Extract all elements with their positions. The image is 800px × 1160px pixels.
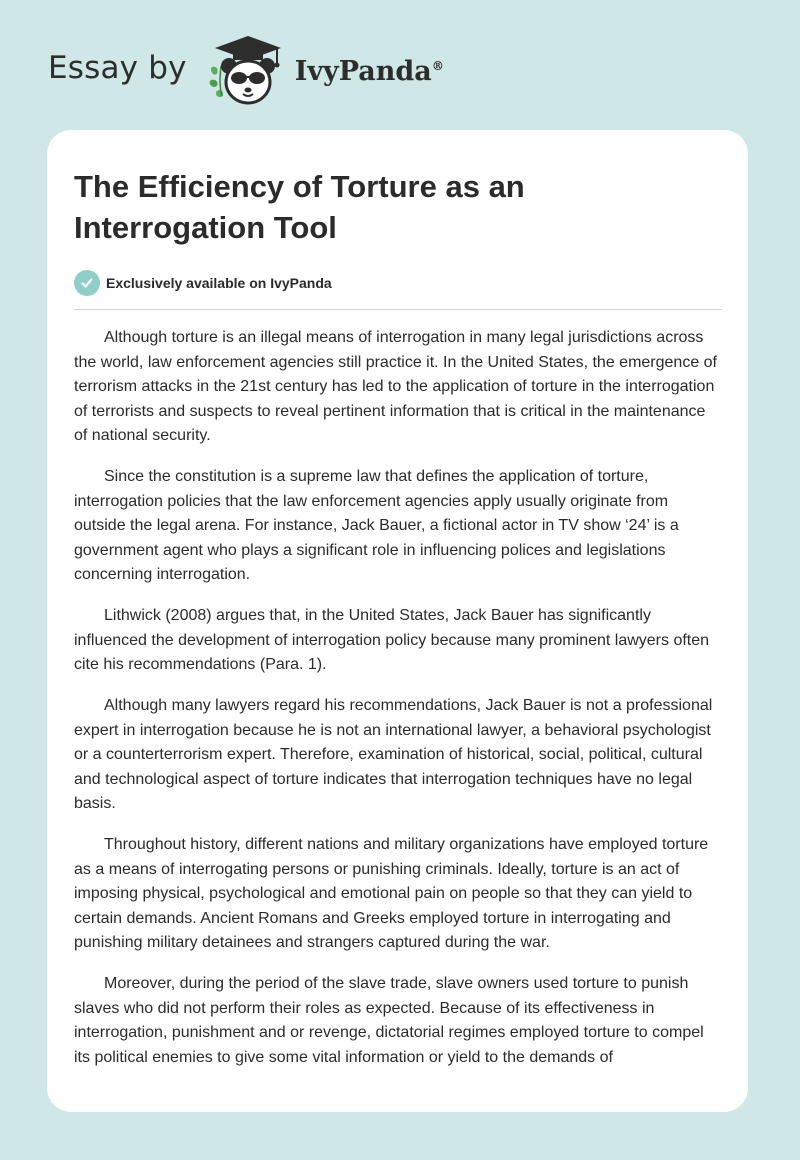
essay-paragraph: Although many lawyers regard his recommendations, Jack Bauer is not a professional expert in interrogation because he is not an international lawyer, a behavioral psychologist or a counterterrorism expert. Therefore, examination of historical, social, political, cultural and technological aspect of torture indicates that interrogation techniques have no legal basis. — [74, 697, 713, 812]
essay-paragraph: Since the constitution is a supreme law that defines the application of torture, interrogation policies that the law enforcement agencies apply usually originate from outside the legal arena. For instance, Jack Bauer, a fictional actor in TV show ‘24’ is a government agent who plays a significant role in influencing polices and legislations concerning interrogation. — [74, 468, 679, 583]
essay-card — [47, 130, 748, 1112]
essay-paragraph: Throughout history, different nations and military organizations have employed torture as a means of interrogating persons or punishing criminals. Ideally, torture is an act of imposing physical, psychological and emotional pain on people so that they can yield to certain demands. Ancient Romans and Greeks employed torture in interrogating and punishing military detainees and strangers captured during the war. — [74, 836, 709, 951]
site-header — [48, 30, 444, 110]
exclusive-badge — [74, 270, 722, 296]
essay-body — [74, 326, 722, 1070]
essay-paragraph: Although torture is an illegal means of interrogation in many legal jurisdictions across the world, law enforcement agencies still practice it. In the United States, the emergence of terrorism attacks in the 21st century has led to the application of torture in the interrogation of terrorists and suspects to reveal pertinent information that is critical in the maintenance of national security. — [74, 329, 717, 444]
brand-prefix: Essay by — [48, 50, 187, 86]
brand-name-text: IvyPanda — [294, 55, 432, 87]
divider — [74, 309, 722, 310]
trademark-symbol: ® — [431, 58, 444, 73]
ivy-leaf-icon — [209, 66, 223, 97]
panda-logo-icon[interactable] — [203, 30, 293, 110]
check-circle-icon — [74, 270, 100, 296]
essay-paragraph: Moreover, during the period of the slave trade, slave owners used torture to punish slaves who did not perform their roles as expected. Because of its effectiveness in interrogation, punishment and or revenge, dictatorial regimes employed torture to compel its political enemies to give some vital information or yield to the demands of — [74, 975, 704, 1066]
essay-title: The Efficiency of Torture as an Interrogation Tool — [74, 169, 525, 245]
essay-paragraph: Lithwick (2008) argues that, in the United States, Jack Bauer has significantly influenced the development of interrogation policy because many prominent lawyers often cite his recommendations (Para. 1). — [74, 607, 710, 673]
brand-name[interactable] — [295, 56, 444, 87]
exclusive-badge-label: Exclusively available on IvyPanda — [106, 275, 332, 291]
